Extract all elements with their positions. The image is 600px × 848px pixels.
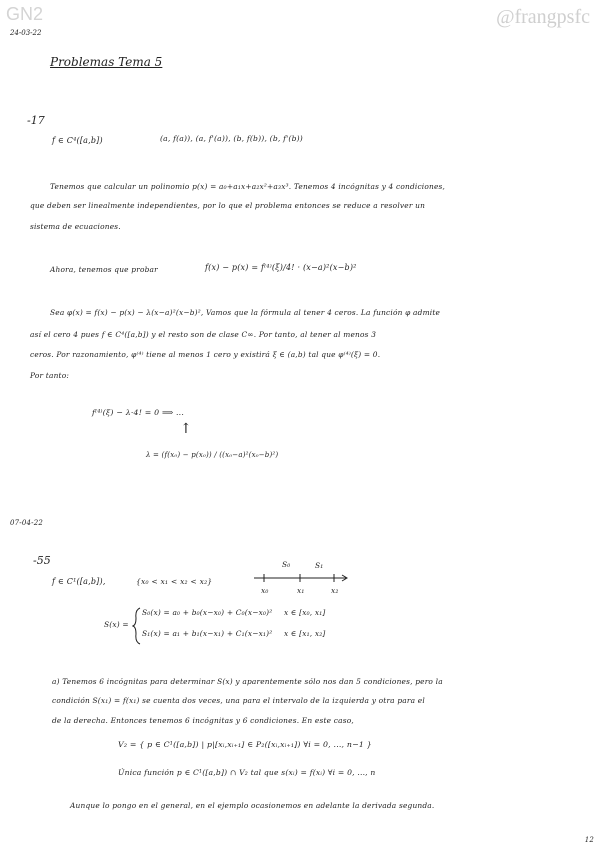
part-a-line3: de la derecha. Entonces tenemos 6 incógnitas y 6 condiciones. En este caso,: [52, 716, 354, 725]
problem-17-conditions: (a, f(a)), (a, f'(a)), (b, f(b)), (b, f'(b)): [160, 134, 303, 143]
part-a-line2: condición S(x₁) = f(x₁) se cuenta dos veces, una para el intervalo de la izquierda y otra para el: [52, 696, 425, 705]
axis-label-s0: S₀: [282, 560, 291, 569]
spline-space-definition: V₂ = { p ∈ C¹([a,b]) | p|[xᵢ,xᵢ₊₁] ∈ P₂([xᵢ,xᵢ₊₁]) ∀i = 0, ..., n−1 }: [118, 740, 372, 749]
p17-derivative-equation: f⁽⁴⁾(ξ) − λ·4! = 0 ⟹ ...: [92, 408, 185, 417]
arrow-up-icon: ↑: [180, 421, 192, 437]
date-section: 07-04-22: [10, 519, 44, 527]
axis-label-x1: x₁: [297, 586, 305, 595]
problem-55-nodes: {x₀ < x₁ < x₂ < x₂}: [136, 577, 213, 586]
spline-label: S(x) =: [104, 620, 129, 629]
spline-piece-2-domain: x ∈ [x₁, x₂]: [284, 629, 326, 638]
p17-lambda-formula: λ = (f(x₀) − p(x₀)) / ((x₀−a)²(x₀−b)²): [146, 451, 279, 459]
p17-para3-line4: Por tanto:: [30, 371, 70, 380]
spline-piece-2: S₁(x) = a₁ + b₁(x−x₁) + C₁(x−x₁)²: [142, 629, 273, 638]
p17-target-formula: f(x) − p(x) = f⁽⁴⁾(ξ)/4! · (x−a)²(x−b)²: [205, 263, 357, 272]
spline-piece-1-domain: x ∈ [x₀, x₁]: [284, 608, 326, 617]
problem-17-number: -17: [27, 114, 45, 127]
p17-para3-line3: ceros. Por razonamiento, φ⁽⁴⁾ tiene al menos 1 cero y existirá ξ ∈ (a,b) tal que φ⁽⁴⁾(ξ) = 0.: [30, 350, 381, 359]
p17-para1-line1: Tenemos que calcular un polinomio p(x) = a₀+a₁x+a₂x²+a₃x³. Tenemos 4 incógnitas y 4 condiciones,: [50, 182, 446, 191]
unique-function-statement: Única función p ∈ C¹([a,b]) ∩ V₂ tal que s(xᵢ) = f(xᵢ) ∀i = 0, ..., n: [118, 768, 376, 777]
closing-remark: Aunque lo pongo en el general, en el ejemplo ocasionemos en adelante la derivada segunda.: [70, 801, 435, 810]
axis-label-x0: x₀: [261, 586, 269, 595]
part-a-line1: a) Tenemos 6 incógnitas para determinar S(x) y aparentemente sólo nos dan 5 condiciones, pero la: [52, 677, 443, 686]
page-number: 12: [584, 836, 594, 844]
p17-para3-line2: así el cero 4 pues f ∈ C⁴([a,b]) y el resto son de clase C∞. Por tanto, al tener al menos 3: [30, 330, 377, 339]
axis-label-s1: S₁: [315, 561, 324, 570]
watermark-right: @frangpsfc: [496, 6, 590, 28]
spline-piece-1: S₀(x) = a₀ + b₀(x−x₀) + C₀(x−x₀)²: [142, 608, 273, 617]
left-brace: [132, 606, 142, 646]
p17-para1-line3: sistema de ecuaciones.: [30, 222, 121, 231]
p17-para3-line1: Sea φ(x) = f(x) − p(x) − λ(x−a)²(x−b)², Vamos que la fórmula al tener 4 ceros. La función φ admite: [50, 308, 441, 317]
p17-para1-line2: que deben ser linealmente independientes, por lo que el problema entonces se reduce a resolver un: [30, 201, 426, 210]
axis-label-x2: x₂: [331, 586, 339, 595]
date-header: 24-03-22: [10, 29, 42, 37]
problem-55-number: -55: [33, 554, 51, 567]
problem-55-given: f ∈ C¹([a,b]),: [52, 577, 106, 586]
watermark-left: GN2: [6, 4, 44, 24]
problem-17-given: f ∈ C⁴([a,b]): [52, 136, 103, 145]
p17-para2-line1: Ahora, tenemos que probar: [50, 265, 158, 274]
page-title: Problemas Tema 5: [50, 55, 163, 69]
